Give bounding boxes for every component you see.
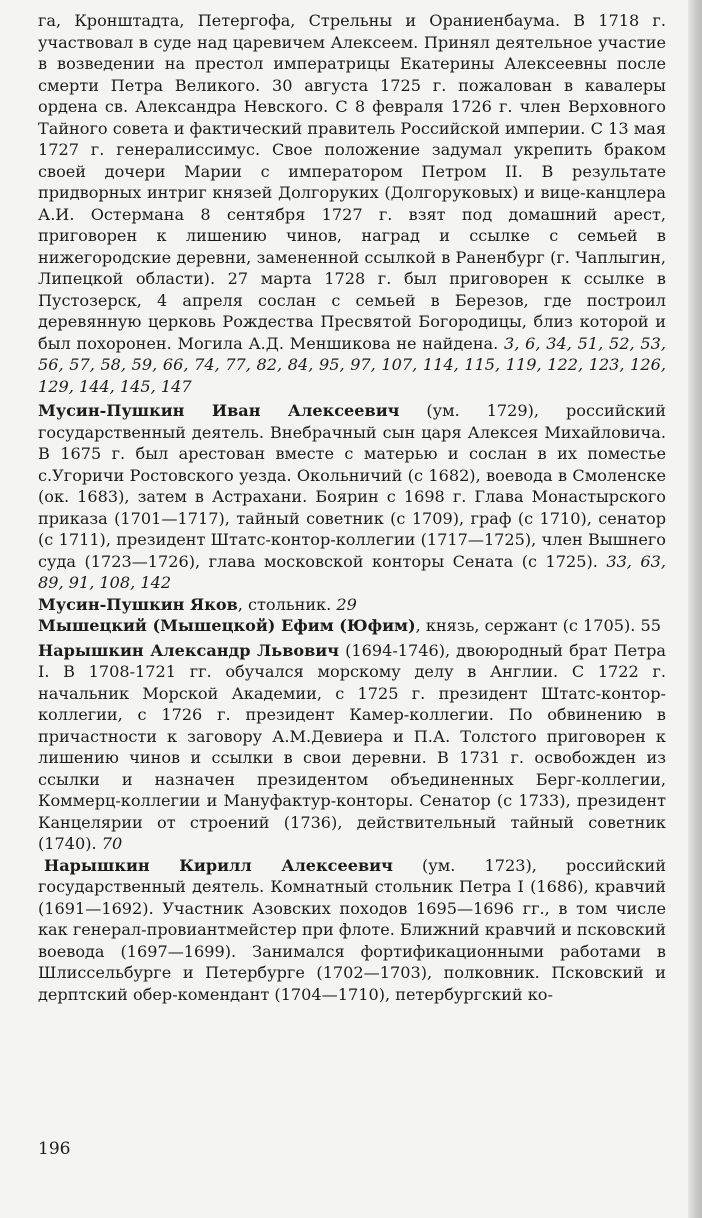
page-number: 196 xyxy=(38,1139,71,1159)
entry-menshikov-continued xyxy=(38,10,666,397)
entry-myshetsky-efim xyxy=(38,615,666,637)
entry-name: Мышецкий (Мышецкой) Ефим (Юфим) xyxy=(38,616,416,635)
entry-page-refs: 3, 6, 34, 51, 52, 53, 56, 57, 58, 59, 66, 74, 77, 82, 84, 95, 97, 107, 114, 115, 119, 122, 123, 126, 129, 144, 145, 147 xyxy=(38,333,666,396)
entry-musin-pushkin-ivan xyxy=(38,400,666,594)
entry-name: Мусин-Пушкин Иван Алексеевич xyxy=(38,401,400,420)
entry-name: Мусин-Пушкин Яков xyxy=(38,594,238,614)
entry-text: (1694-1746), двоюродный брат Петра I. В 1708-1721 гг. обучался морскому делу в Англии. С 1722 г. начальник Морской Академии, с 1725 г. президент Штатс-контор-коллегии, с 1726 г. президент Камер-коллегии. По обвинению в причастности к заговору А.М.Девиера и П.А. Толстого приговорен к лишению чинов и ссылки в свои деревни. В 1731 г. освобожден из ссылки и назначен президентом объединенных Берг-коллегии, Коммерц-коллегии и Мануфактур-конторы. Сенатор (с 1733), президент Канцелярии от строений (1736), действительный тайный советник (1740). xyxy=(38,640,667,853)
entry-text: га, Кронштадта, Петергофа, Стрельны и Ораниенбаума. В 1718 г. участвовал в суде над царевичем Алексеем. Принял деятельное участие в возведении на престол императрицы Екатерины Алексеевны после смерти Петра Великого. 30 августа 1725 г. пожалован в кавалеры ордена св. Александра Невского. С 8 февраля 1726 г. член Верховного Тайного совета и фактический правитель Российской империи. С 13 мая 1727 г. генералиссимус. Свое положение задумал укрепить браком своей дочери Марии с императором Петром II. В результате придворных интриг князей Долгоруких (Долгоруковых) и вице-канцлера А.И. Остермана 8 сентября 1727 г. взят под домашний арест, приговорен к лишению чинов, наград и ссылке с семьей в нижегородские деревни, замененной ссылкой в Раненбург (г. Чаплыгин, Липецкой области). 27 марта 1728 г. был приговорен к ссылке в Пустозерск, 4 апреля сослан с семьей в Березов, где построил деревянную церковь Рождества Пресвятой Богородицы, близ которой и был похоронен. Могила А.Д. Меншикова не найдена. xyxy=(38,11,666,353)
entry-naryshkin-kirill xyxy=(38,855,666,1006)
entry-page-refs: 55 xyxy=(640,616,661,635)
entry-page-refs: 70 xyxy=(101,834,123,853)
index-text xyxy=(38,10,666,1005)
entry-page-refs: 33, 63, 89, 91, 108, 142 xyxy=(38,551,666,592)
entry-text: (ум. 1723), российский государственный деятель. Комнатный стольник Петра I (1686), кравчий (1691—1692). Участник Азовских походов 1695—1696 гг., в том числе как генерал-провиантмейстер при флоте. Ближний кравчий и псковский воевода (1697—1699). Занимался фортификационными работами в Шлиссельбурге и Петербурге (1702—1703), полковник. Псковский и дерптский обер-комендант (1704—1710), петербургский ко- xyxy=(38,855,667,1004)
entry-musin-pushkin-yakov xyxy=(38,594,666,616)
entry-text: , князь, сержант (с 1705). xyxy=(415,616,636,635)
entry-naryshkin-alexander xyxy=(38,640,666,855)
entry-name: Нарышкин Кирилл Алексеевич xyxy=(44,855,393,875)
entry-page-refs: 29 xyxy=(336,594,357,614)
page-gutter-shadow xyxy=(688,0,702,1218)
entry-text: , стольник. xyxy=(237,594,332,614)
entry-name: Нарышкин Александр Львович xyxy=(38,640,340,660)
entry-text: (ум. 1729), российский государственный деятель. Внебрачный сын царя Алексея Михайловича. В 1675 г. был арестован вместе с матерью и сослан в их поместье с.Угоричи Ростовского уезда. Окольничий (с 1682), воевода в Смоленске (ок. 1683), затем в Астрахани. Боярин с 1698 г. Глава Монастырского приказа (1701—1717), тайный советник (с 1709), граф (с 1710), сенатор (с 1711), президент Штатс-контор-коллегии (1717—1725), член Вышнего суда (1723—1726), глава московской конторы Сената (с 1725). xyxy=(38,401,666,571)
